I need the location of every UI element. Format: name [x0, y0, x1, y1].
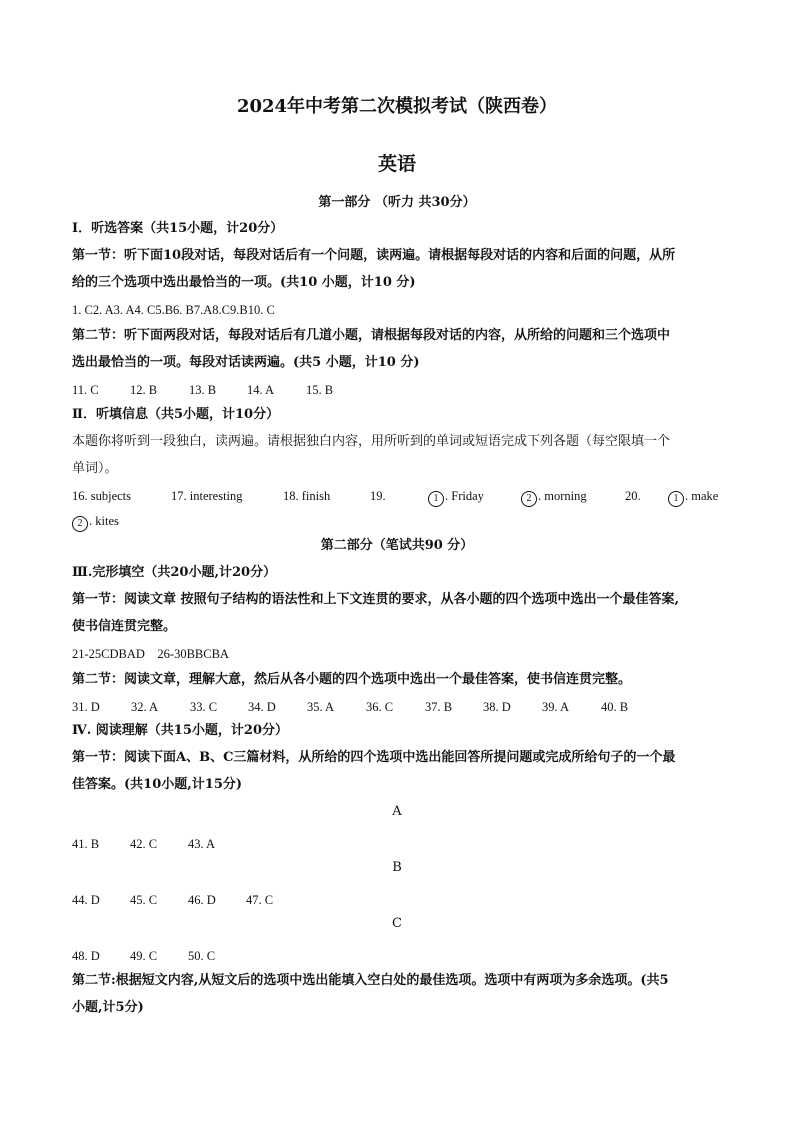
section1-answers: 1. C2. A3. A4. C5.B6. B7.A8.C9.B10. C [72, 303, 275, 317]
section4a-instruction-line2: 佳答案。(共10小题,计15分) [72, 777, 243, 792]
answer-item: 16. subjects [72, 489, 132, 503]
answer-item: 43. A [188, 837, 216, 851]
answer-item: 13. B [189, 383, 217, 397]
circled-number-1: 1 [428, 491, 444, 507]
answer-item: 47. C [246, 893, 274, 907]
section3a-answers: 21-25CDBAD 26-30BBCBA [72, 647, 229, 661]
section2-instruction-line1: 本题你将听到一段独白，读两遍。请根据独白内容，用所听到的单词或短语完成下列各题（每空限填一个 [72, 434, 671, 449]
answer-item: 18. finish [283, 489, 331, 503]
answer-text: . make [685, 489, 719, 503]
circled-number-2: 2 [521, 491, 537, 507]
answer-item: 46. D [188, 893, 216, 907]
answer-item: 20. [625, 489, 641, 503]
answer-text: . kites [89, 514, 119, 528]
answer-item: 34. D [248, 700, 276, 714]
answer-item: 49. C [130, 949, 158, 963]
section3a-instruction-line1: 第一节：阅读文章 按照句子结构的语法性和上下文连贯的要求，从各小题的四个选项中选出一个最佳答案, [72, 592, 680, 607]
answer-item: 14. A [247, 383, 275, 397]
answer-item: 39. A [542, 700, 570, 714]
part2-heading: 第二部分（笔试共90 分） [320, 538, 474, 553]
passage-label-c: C [392, 916, 402, 931]
circled-number-1: 1 [668, 491, 684, 507]
section1-title: Ⅰ．听选答案（共15小题，计20分） [72, 221, 284, 236]
answer-item: 15. B [306, 383, 334, 397]
answer-item: 36. C [366, 700, 394, 714]
section4a-instruction-line1: 第一节：阅读下面A、B、C三篇材料，从所给的四个选项中选出能回答所提问题或完成所给句子的一个最 [72, 750, 676, 765]
section4-title: Ⅳ. 阅读理解（共15小题，计20分） [72, 723, 288, 738]
answer-item: 42. C [130, 837, 158, 851]
answer-item: 48. D [72, 949, 100, 963]
section1-instruction-line1: 第一节：听下面10段对话，每段对话后有一个问题，读两遍。请根据每段对话的内容和后面的问题，从所 [72, 248, 676, 263]
section3b-instruction: 第二节：阅读文章，理解大意，然后从各小题的四个选项中选出一个最佳答案，使书信连贯完整。 [72, 672, 632, 687]
answer-item: 12. B [130, 383, 158, 397]
part1-heading: 第一部分 （听力 共30分） [318, 195, 476, 210]
answer-item: 19. [370, 489, 386, 503]
section1-instruction-line2: 给的三个选项中选出最恰当的一项。(共10 小题，计10 分) [72, 275, 416, 290]
answer-item: 32. A [131, 700, 159, 714]
answer-item: 35. A [307, 700, 335, 714]
answer-item: 41. B [72, 837, 100, 851]
exam-title: 2024年中考第二次模拟考试（陕西卷） [236, 96, 558, 117]
answer-item: 33. C [190, 700, 218, 714]
answer-item: 38. D [483, 700, 511, 714]
section4b-instruction-line1: 第二节:根据短文内容,从短文后的选项中选出能填入空白处的最佳选项。选项中有两项为多余选项。(共5 [72, 973, 669, 988]
answer-item: 40. B [601, 700, 629, 714]
answer-item: 11. C [72, 383, 99, 397]
answer-item: 37. B [425, 700, 453, 714]
answer-item: 17. interesting [171, 489, 243, 503]
answer-item [72, 512, 119, 532]
passage-label-b: B [392, 860, 402, 875]
answer-item [521, 487, 587, 507]
answer-item: 50. C [188, 949, 216, 963]
section1b-instruction-line2: 选出最恰当的一项。每段对话读两遍。(共5 小题，计10 分) [72, 355, 420, 370]
answer-item: 31. D [72, 700, 100, 714]
answer-item [428, 487, 484, 507]
section2-instruction-line2: 单词）。 [72, 461, 118, 476]
circled-number-2: 2 [72, 516, 88, 532]
subject-title: 英语 [377, 153, 416, 175]
answer-item: 44. D [72, 893, 100, 907]
section3-title: Ⅲ.完形填空（共20小题,计20分） [72, 565, 277, 580]
section1b-instruction-line1: 第二节：听下面两段对话，每段对话后有几道小题，请根据每段对话的内容，从所给的问题和三个选项中 [72, 328, 671, 343]
section3a-instruction-line2: 使书信连贯完整。 [72, 619, 177, 634]
answer-text: . morning [538, 489, 587, 503]
answer-item [668, 487, 718, 507]
answer-text: . Friday [445, 489, 484, 503]
passage-label-a: A [392, 804, 402, 819]
answer-item: 45. C [130, 893, 158, 907]
section2-title: Ⅱ．听填信息（共5小题，计10分） [72, 407, 280, 422]
section4b-instruction-line2: 小题,计5分) [72, 1000, 144, 1015]
